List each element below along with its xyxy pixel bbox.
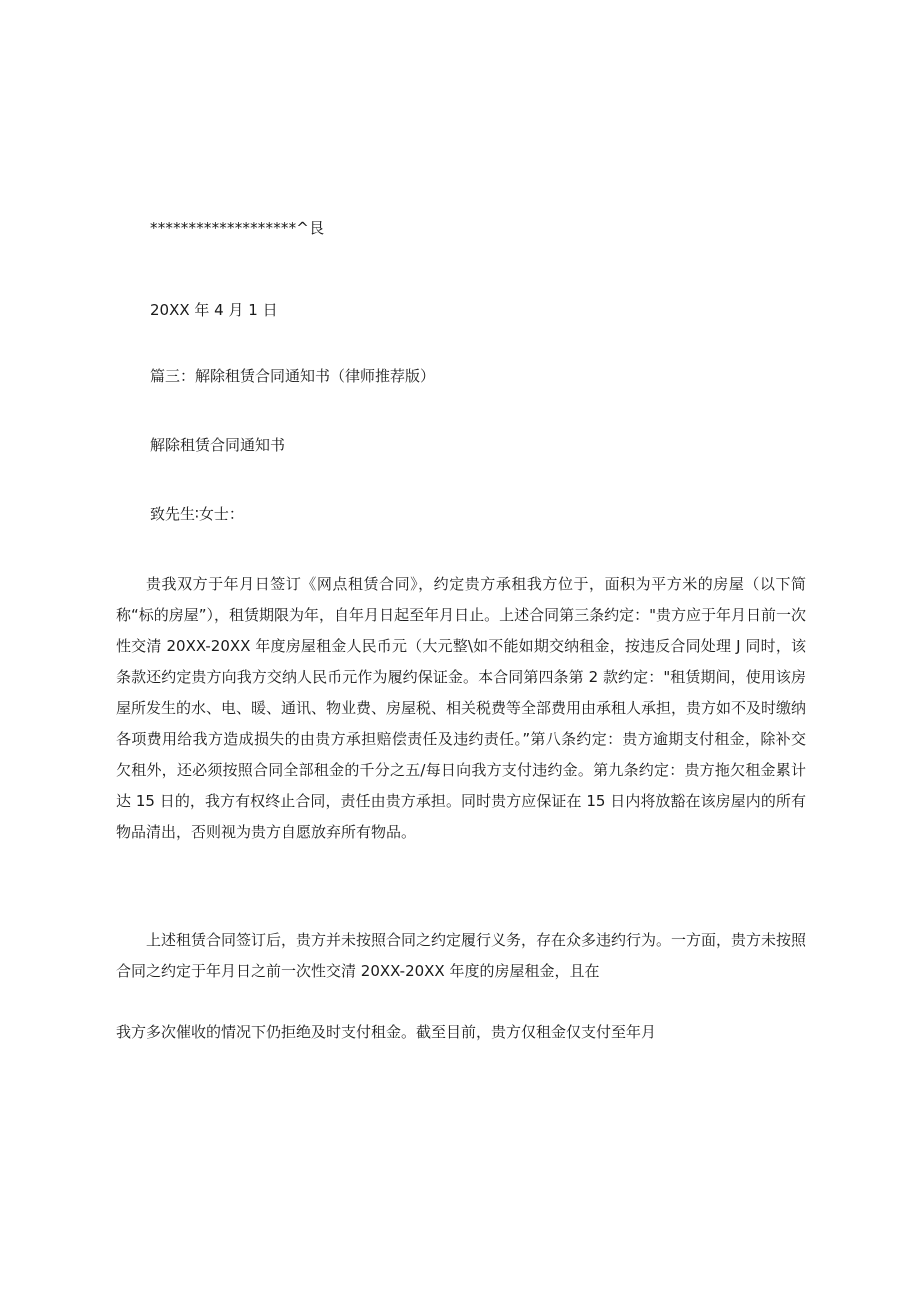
body-paragraph: 上述租赁合同签订后，贵方并未按照合同之约定履行义务，存在众多违约行为。一方面，贵方未按照合同之约定于年月日之前一次性交清 20XX-20XX 年度的房屋租金，且在 [116, 931, 807, 980]
body-paragraph-continued: 我方多次催收的情况下仍拒绝及时支付租金。截至目前，贵方仅租金仅支付至年月 [116, 1023, 657, 1041]
body-paragraph: 贵我双方于年月日签订《网点租赁合同》，约定贵方承租我方位于，面积为平方米的房屋（以下简称“标的房屋”），租赁期限为年，自年月日起至年月日止。上述合同第三条约定："贵方应于年月日前一次性交清 20XX-20XX 年度房屋租金人民币元（大元整\如不能如期交纳租金，按违反合同处理 J 同时，该条款还约定贵方向我方交纳人民币元作为履约保证金。本合同第四条第 2 款约定："租赁期间，使用该房屋所发生的水、电、暖、通讯、物业费、房屋税、相关税费等全部费用由承租人承担，贵方如不及时缴纳各项费用给我方造成损失的由贵方承担赔偿责任及违约责任。”第八条约定：贵方逾期支付租金，除补交欠租外，还必须按照合同全部租金的千分之五/每日向我方支付违约金。第九条约定：贵方拖欠租金累计达 15 日的，我方有权终止合同，责任由贵方承担。同时贵方应保证在 15 日内将放豁在该房屋内的所有物品清出，否则视为贵方自愿放弃所有物品。 [116, 575, 807, 841]
document-date: 20XX 年 4 月 1 日 [150, 301, 278, 319]
salutation: 致先生∶女士： [150, 505, 244, 523]
document-title: 解除租赁合同通知书 [150, 436, 286, 454]
signature-line: *******************^艮 [150, 219, 325, 237]
section-heading: 篇三：解除租赁合同通知书（律师推荐版） [150, 367, 436, 385]
